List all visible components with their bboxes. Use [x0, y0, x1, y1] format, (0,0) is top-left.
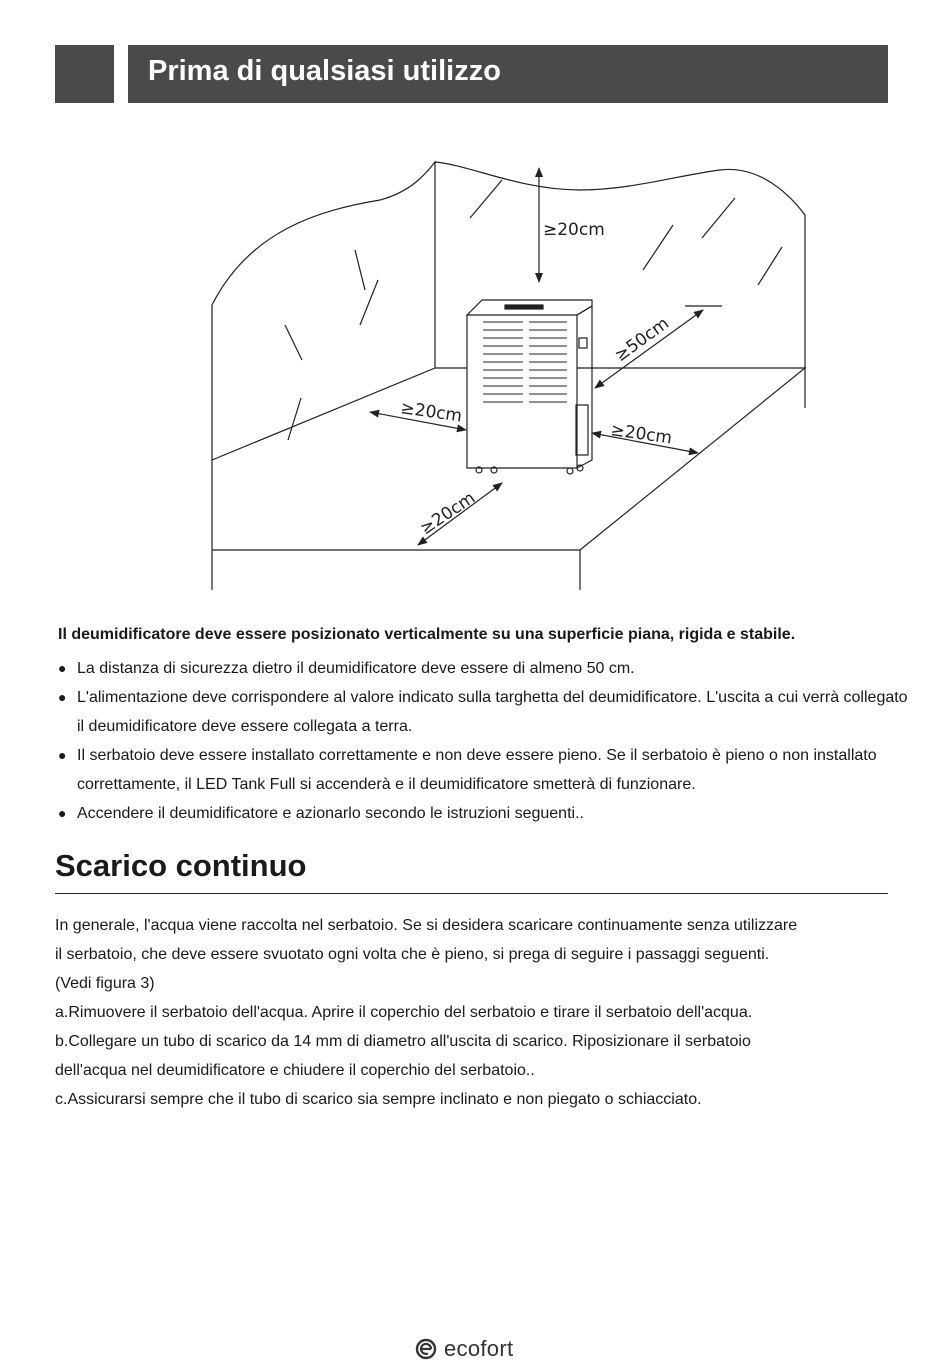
paragraph-line: dell'acqua nel deumidificatore e chiudere il coperchio del serbatoio.. — [55, 1062, 535, 1079]
bullet-icon: ● — [58, 660, 67, 676]
drain-instructions — [55, 911, 915, 1114]
bullet-icon: ● — [58, 805, 67, 821]
page-title: Prima di qualsiasi utilizzo — [148, 55, 501, 87]
header-bar — [128, 45, 888, 103]
paragraph-line: In generale, l'acqua viene raccolta nel serbatoio. Se si desidera scaricare continuamente senza utilizzare — [55, 917, 798, 934]
brand-logo — [414, 1334, 513, 1364]
front-clearance-label: ≥20cm — [416, 488, 480, 540]
list-item: ● La distanza di sicurezza dietro il deumidificatore deve essere di almeno 50 cm. — [58, 654, 918, 683]
paragraph-line: c.Assicurarsi sempre che il tubo di scarico sia sempre inclinato e non piegato o schiacciato. — [55, 1091, 702, 1108]
header-square — [55, 45, 114, 103]
placement-diagram — [200, 150, 820, 595]
requirements-list — [58, 654, 918, 828]
list-item: ● L'alimentazione deve corrispondere al valore indicato sulla targhetta del deumidificatore. L'uscita a cui verrà collegato il deumidificatore deve essere collegata a terra. — [58, 683, 918, 741]
placement-diagram-svg — [200, 150, 820, 595]
right-clearance-label: ≥20cm — [609, 420, 674, 449]
placement-lead: Il deumidificatore deve essere posizionato verticalmente su una superficie piana, rigida e stabile. — [58, 626, 796, 643]
paragraph-line: b.Collegare un tubo di scarico da 14 mm di diametro all'uscita di scarico. Riposizionare il serbatoio — [55, 1033, 751, 1050]
section-divider — [55, 893, 888, 894]
top-clearance-label: ≥20cm — [543, 220, 605, 240]
paragraph-line: (Vedi figura 3) — [55, 975, 155, 992]
list-item: ● Il serbatoio deve essere installato correttamente e non deve essere pieno. Se il serbatoio è pieno o non installato correttamente, il LED Tank Full si accenderà e il deumidificatore smetterà di funzionare. — [58, 741, 918, 799]
paragraph-line: il serbatoio, che deve essere svuotato ogni volta che è pieno, si prega di seguire i passaggi seguenti. — [55, 946, 770, 963]
ecofort-logo-icon — [414, 1337, 438, 1361]
paragraph-line: a.Rimuovere il serbatoio dell'acqua. Aprire il coperchio del serbatoio e tirare il serbatoio dell'acqua. — [55, 1004, 753, 1021]
bullet-icon: ● — [58, 747, 67, 763]
dehumidifier-side — [577, 306, 592, 468]
section-heading: Scarico continuo — [55, 848, 307, 883]
list-item: ● Accendere il deumidificatore e azionarlo secondo le istruzioni seguenti.. — [58, 799, 918, 828]
bullet-icon: ● — [58, 689, 67, 705]
back-clearance-label: ≥50cm — [611, 313, 673, 367]
left-clearance-label: ≥20cm — [399, 398, 464, 427]
brand-name: ecofort — [444, 1336, 514, 1361]
